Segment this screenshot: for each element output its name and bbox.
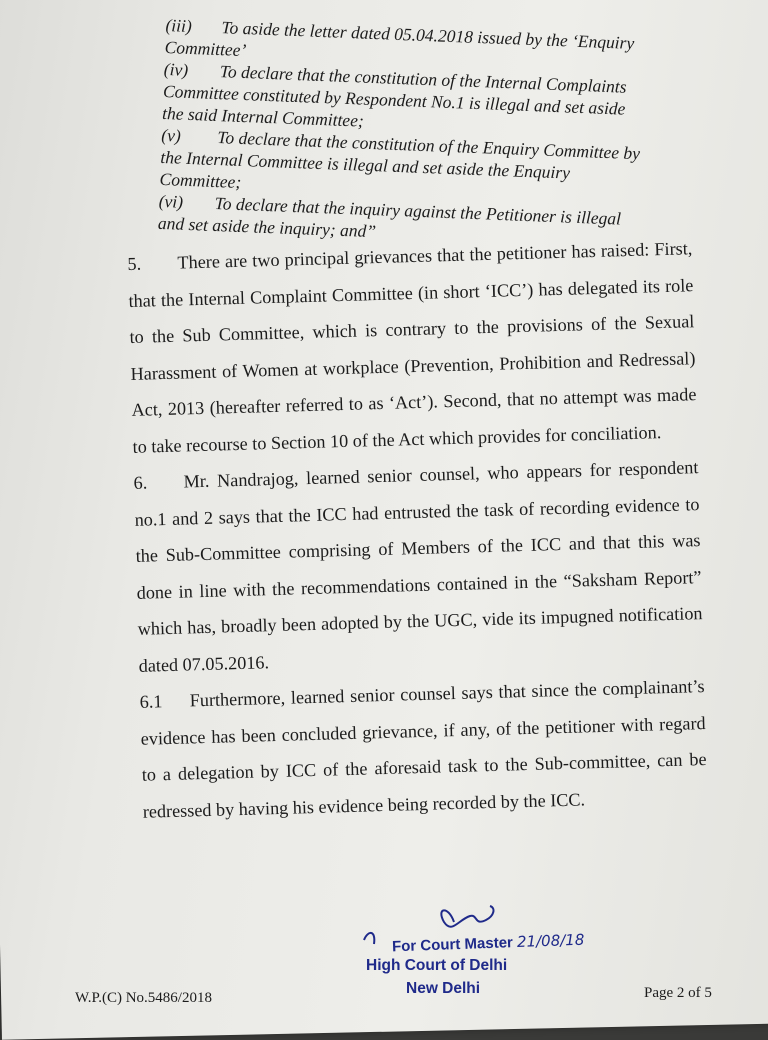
stamp-line-3: New Delhi: [406, 980, 481, 997]
paragraph-5: 5. There are two principal grievances that the petitioner has raised: First, that the Internal Complaint Committee (in short ‘ICC’) has delegated its role to the Sub Committee, which is contrary to the provisions of the Sexual Harassment of Women at workplace (Prevention, Prohibition and Redressal) Act, 2013 (hereafter referred to as ‘Act’). Second, that no attempt was made to take recourse to Section 10 of the Act which provides for conciliation.: [127, 238, 697, 457]
prayer-item: (iv) To declare that the constitution of the Internal Complaints Committee constituted by Respondent No.1 is illegal and set aside the said Internal Committee;: [161, 58, 627, 131]
prayer-item: (vi) To declare that the inquiry against the Petitioner is illegal and set aside the inquiry; and”: [157, 190, 622, 242]
prayer-item: (v) To declare that the constitution of the Enquiry Committee by the Internal Committee is illegal and set aside the Enquiry Committee;: [159, 124, 641, 193]
prayer-item: (iii) To aside the letter dated 05.04.2018 issued by the ‘Enquiry Committee’: [164, 14, 635, 61]
handwritten-date: 21/08/18: [516, 930, 585, 951]
paragraph-6: 6. Mr. Nandrajog, learned senior counsel, who appears for respondent no.1 and 2 says that the ICC had entrusted the task of recording evidence to the Sub-Committee comprising of Members of the ICC and that this was done in line with the recommendations contained in the “Saksham Report” which has, broadly been adopted by the UGC, vide its impugned notification dated 07.05.2016.: [133, 457, 703, 676]
court-master-stamp: [362, 900, 622, 1010]
judgment-body: [127, 230, 708, 830]
case-number: W.P.(C) No.5486/2018: [75, 990, 212, 1006]
page-number: Page 2 of 5: [644, 985, 712, 1001]
stamp-line-2: High Court of Delhi: [366, 957, 508, 974]
stamp-line-1: For Court Master 21/08/18: [391, 930, 585, 956]
quoted-prayers: [158, 14, 646, 252]
paragraph-6-1: 6.1 Furthermore, learned senior counsel says that since the complainant’s evidence has been concluded grievance, if any, of the petitioner with regard to a delegation by ICC of the aforesaid task to the Sub-committee, can be redressed by having his evidence being recorded by the ICC.: [139, 676, 707, 822]
